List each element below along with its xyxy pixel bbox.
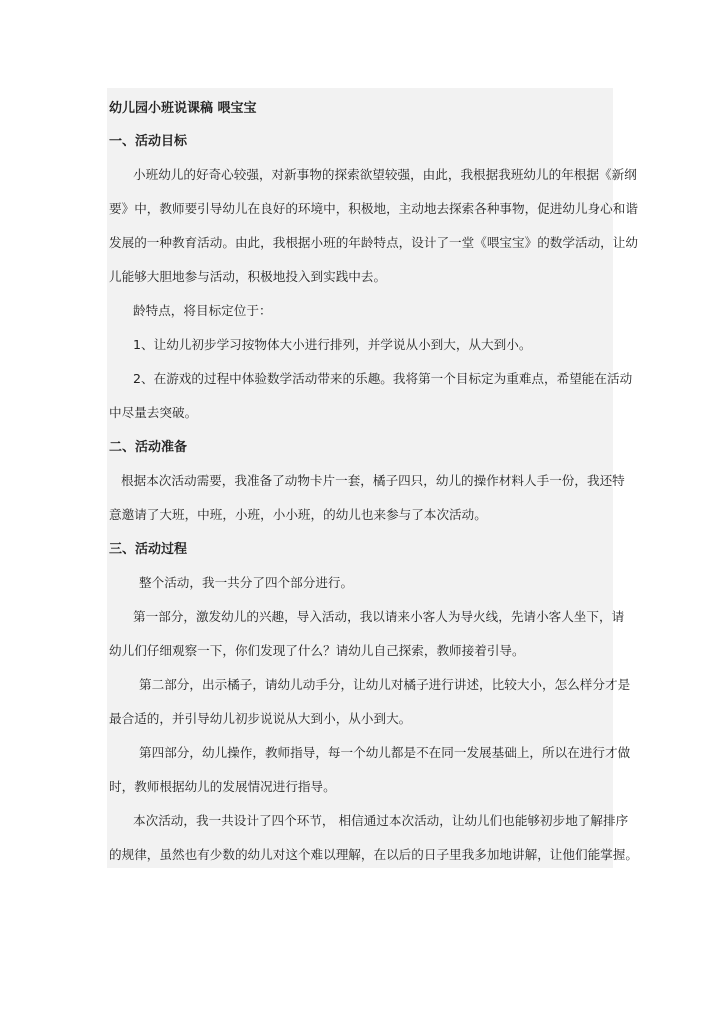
paragraph-line: 时，教师根据幼儿的发展情况进行指导。 (109, 779, 336, 794)
paragraph-line: 中尽量去突破。 (109, 405, 198, 420)
goal-item-2: 2、在游戏的过程中体验数学活动带来的乐趣。我将第一个目标定为重难点，希望能在活动 (133, 371, 633, 386)
paragraph-line: 最合适的，并引导幼儿初步说说从大到小，从小到大。 (109, 711, 412, 726)
paragraph-line: 小班幼儿的好奇心较强，对新事物的探索欲望较强，由此，我根据我班幼儿的年根据《新纲 (133, 167, 637, 182)
section-heading-preparation: 二、活动准备 (109, 440, 188, 455)
paragraph-line: 要》中，教师要引导幼儿在良好的环境中，积极地，主动地去探索各种事物，促进幼儿身心和谐 (109, 201, 638, 216)
paragraph-line: 儿能够大胆地参与活动，积极地投入到实践中去。 (109, 269, 387, 284)
paragraph-line: 幼儿们仔细观察一下，你们发现了什么？请幼儿自己探索，教师接着引导。 (109, 643, 525, 658)
document-title: 幼儿园小班说课稿 喂宝宝 (109, 101, 257, 116)
paragraph-line: 第二部分，出示橘子，请幼儿动手分，让幼儿对橘子进行讲述，比较大小，怎么样分才是 (139, 677, 631, 692)
paragraph-line: 第四部分，幼儿操作，教师指导，每一个幼儿都是不在同一发展基础上，所以在进行才做 (139, 745, 631, 760)
paragraph-line: 发展的一种教育活动。由此，我根据小班的年龄特点，设计了一堂《喂宝宝》的数学活动，让幼 (109, 235, 638, 250)
paragraph-line: 意邀请了大班，中班，小班，小小班，的幼儿也来参与了本次活动。 (109, 507, 487, 522)
paragraph-line: 龄特点，将目标定位于： (133, 303, 272, 318)
goal-item-1: 1、让幼儿初步学习按物体大小进行排列，并学说从小到大，从大到小。 (133, 337, 532, 352)
paragraph-line: 本次活动，我一共设计了四个环节， 相信通过本次活动，让幼儿们也能够初步地了解排序 (133, 813, 629, 828)
paragraph-line: 第一部分，激发幼儿的兴趣，导入活动，我以请来小客人为导火线，先请小客人坐下，请 (133, 609, 625, 624)
paragraph-line: 的规律，虽然也有少数的幼儿对这个难以理解，在以后的日子里我多加地讲解，让他们能掌握。 (109, 847, 638, 862)
document-page (107, 88, 638, 868)
section-heading-process: 三、活动过程 (109, 542, 188, 557)
paragraph-line: 整个活动，我一共分了四个部分进行。 (139, 575, 354, 590)
section-heading-goals: 一、活动目标 (109, 134, 188, 149)
paragraph-line: 根据本次活动需要，我准备了动物卡片一套，橘子四只，幼儿的操作材料人手一份，我还特 (121, 473, 625, 488)
